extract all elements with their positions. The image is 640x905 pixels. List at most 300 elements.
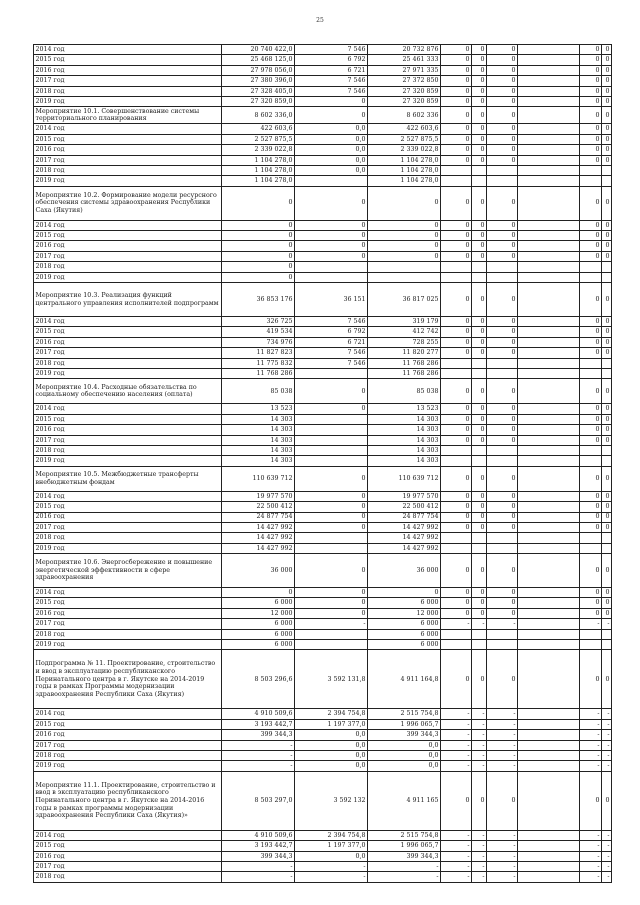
amount-cell xyxy=(518,588,580,598)
amount-cell: 0 xyxy=(487,65,518,75)
amount-cell: 7 546 xyxy=(295,317,368,327)
amount-cell xyxy=(518,327,580,337)
amount-cell xyxy=(295,368,368,378)
amount-cell: 0 xyxy=(441,155,472,165)
year-row xyxy=(34,730,612,740)
year-row xyxy=(34,543,612,553)
amount-cell: - xyxy=(487,851,518,861)
amount-cell: - xyxy=(222,750,295,760)
amount-cell xyxy=(518,730,580,740)
amount-cell: 6 000 xyxy=(222,598,295,608)
amount-cell: 27 320 859 xyxy=(368,96,441,106)
amount-cell: 0 xyxy=(580,55,602,65)
amount-cell xyxy=(518,176,580,186)
year-cell: 2015 год xyxy=(34,502,222,512)
amount-cell: 1 104 278,0 xyxy=(222,155,295,165)
amount-cell xyxy=(472,272,487,282)
year-cell: 2016 год xyxy=(34,851,222,861)
amount-cell: 0 xyxy=(441,337,472,347)
amount-cell xyxy=(441,165,472,175)
amount-cell: 0,0 xyxy=(368,761,441,771)
amount-cell: - xyxy=(487,730,518,740)
amount-cell: 0 xyxy=(602,588,612,598)
amount-cell: 734 976 xyxy=(222,337,295,347)
measure-title-cell: Мероприятие 10.5. Межбюджетные трансферты внебюджетным фондам xyxy=(34,466,222,491)
amount-cell xyxy=(472,368,487,378)
amount-cell: 0 xyxy=(487,231,518,241)
amount-cell: 6 792 xyxy=(295,327,368,337)
amount-cell: 0 xyxy=(487,491,518,501)
amount-cell: 0 xyxy=(487,86,518,96)
amount-cell: 0,0 xyxy=(295,134,368,144)
budget-table-body xyxy=(34,45,612,883)
amount-cell xyxy=(602,272,612,282)
amount-cell: 27 320 859,0 xyxy=(222,96,295,106)
amount-cell: 0 xyxy=(295,588,368,598)
amount-cell: 0 xyxy=(487,425,518,435)
measure-title-cell: Подпрограмма № 11. Проектирование, строительство и ввод в эксплуатацию республиканского Перинатального центра в г. Якутске на 2014-2019 годы в рамках Программы модернизации здравоохранения Республики Саха (Якутия) xyxy=(34,650,222,709)
amount-cell xyxy=(441,272,472,282)
amount-cell: 3 193 442,7 xyxy=(222,841,295,851)
amount-cell: 0 xyxy=(441,379,472,404)
amount-cell: 0 xyxy=(487,107,518,124)
amount-cell: - xyxy=(441,619,472,629)
amount-cell: 399 344,3 xyxy=(222,851,295,861)
amount-cell xyxy=(518,491,580,501)
amount-cell: 0 xyxy=(580,502,602,512)
amount-cell xyxy=(518,262,580,272)
amount-cell: 6 721 xyxy=(295,337,368,347)
amount-cell: - xyxy=(472,761,487,771)
amount-cell: - xyxy=(441,750,472,760)
year-row xyxy=(34,241,612,251)
amount-cell: 11 775 832 xyxy=(222,358,295,368)
amount-cell: 0 xyxy=(368,231,441,241)
amount-cell xyxy=(602,262,612,272)
amount-cell: 0 xyxy=(580,588,602,598)
amount-cell: 0 xyxy=(487,502,518,512)
amount-cell: 0 xyxy=(580,134,602,144)
amount-cell: 0 xyxy=(472,86,487,96)
year-row xyxy=(34,176,612,186)
year-row xyxy=(34,740,612,750)
year-cell: 2016 год xyxy=(34,145,222,155)
amount-cell: 0 xyxy=(580,76,602,86)
amount-cell xyxy=(518,554,580,588)
amount-cell xyxy=(602,358,612,368)
year-row xyxy=(34,262,612,272)
amount-cell xyxy=(472,165,487,175)
amount-cell: 0 xyxy=(580,466,602,491)
amount-cell xyxy=(295,176,368,186)
amount-cell xyxy=(487,272,518,282)
amount-cell: 0 xyxy=(602,598,612,608)
amount-cell xyxy=(441,640,472,650)
amount-cell xyxy=(518,231,580,241)
amount-cell: 0 xyxy=(580,186,602,220)
amount-cell: - xyxy=(222,872,295,882)
amount-cell: 2 394 754,8 xyxy=(295,830,368,840)
amount-cell xyxy=(487,165,518,175)
amount-cell: 8 503 297,0 xyxy=(222,771,295,830)
amount-cell: 0 xyxy=(472,55,487,65)
year-cell: 2018 год xyxy=(34,533,222,543)
amount-cell: 0 xyxy=(368,220,441,230)
amount-cell: 0 xyxy=(602,425,612,435)
amount-cell: - xyxy=(472,851,487,861)
amount-cell: 0 xyxy=(472,404,487,414)
amount-cell: 0 xyxy=(602,554,612,588)
amount-cell: - xyxy=(580,851,602,861)
amount-cell xyxy=(518,65,580,75)
amount-cell: 0 xyxy=(580,327,602,337)
amount-cell: 0 xyxy=(580,650,602,709)
amount-cell: 0 xyxy=(580,317,602,327)
amount-cell xyxy=(487,533,518,543)
amount-cell: 0 xyxy=(602,241,612,251)
amount-cell xyxy=(441,358,472,368)
amount-cell: 0 xyxy=(441,348,472,358)
amount-cell xyxy=(441,543,472,553)
amount-cell: 2 394 754,8 xyxy=(295,709,368,719)
amount-cell: 27 380 396,0 xyxy=(222,76,295,86)
amount-cell: - xyxy=(295,619,368,629)
year-cell: 2017 год xyxy=(34,435,222,445)
amount-cell: 0 xyxy=(295,241,368,251)
amount-cell xyxy=(518,55,580,65)
year-row xyxy=(34,512,612,522)
amount-cell: 0 xyxy=(472,337,487,347)
amount-cell xyxy=(518,76,580,86)
amount-cell: 0 xyxy=(602,337,612,347)
amount-cell xyxy=(518,220,580,230)
year-cell: 2019 год xyxy=(34,640,222,650)
amount-cell: 399 344,3 xyxy=(368,730,441,740)
amount-cell xyxy=(295,533,368,543)
amount-cell xyxy=(295,456,368,466)
amount-cell: 3 592 131,8 xyxy=(295,650,368,709)
amount-cell: 0 xyxy=(580,45,602,55)
amount-cell xyxy=(472,533,487,543)
amount-cell: 6 000 xyxy=(368,640,441,650)
amount-cell: 0 xyxy=(580,414,602,424)
amount-cell: 0 xyxy=(602,650,612,709)
amount-cell xyxy=(518,771,580,830)
amount-cell: 0 xyxy=(602,771,612,830)
amount-cell: 13 523 xyxy=(368,404,441,414)
amount-cell xyxy=(518,629,580,639)
amount-cell: 1 996 065,7 xyxy=(368,719,441,729)
amount-cell: 0,0 xyxy=(295,165,368,175)
amount-cell: - xyxy=(602,830,612,840)
amount-cell: 0 xyxy=(472,414,487,424)
amount-cell: 0 xyxy=(580,65,602,75)
year-cell: 2014 год xyxy=(34,830,222,840)
amount-cell xyxy=(295,262,368,272)
amount-cell: 0 xyxy=(487,512,518,522)
amount-cell: - xyxy=(472,709,487,719)
amount-cell: 0 xyxy=(441,554,472,588)
amount-cell xyxy=(518,317,580,327)
amount-cell: 36 000 xyxy=(368,554,441,588)
amount-cell: 8 602 336,0 xyxy=(222,107,295,124)
amount-cell: - xyxy=(487,872,518,882)
amount-cell: 0 xyxy=(441,220,472,230)
amount-cell xyxy=(441,368,472,378)
amount-cell: 0 xyxy=(580,491,602,501)
amount-cell xyxy=(518,272,580,282)
amount-cell xyxy=(472,640,487,650)
amount-cell xyxy=(518,709,580,719)
amount-cell: 20 732 876 xyxy=(368,45,441,55)
amount-cell: 0 xyxy=(222,220,295,230)
amount-cell xyxy=(602,640,612,650)
amount-cell: 6 792 xyxy=(295,55,368,65)
amount-cell: 2 527 875,5 xyxy=(368,134,441,144)
year-cell: 2019 год xyxy=(34,96,222,106)
amount-cell xyxy=(518,124,580,134)
amount-cell: 0 xyxy=(602,134,612,144)
measure-row xyxy=(34,554,612,588)
amount-cell: - xyxy=(441,730,472,740)
amount-cell: - xyxy=(222,861,295,871)
amount-cell: 0 xyxy=(602,327,612,337)
amount-cell xyxy=(295,435,368,445)
amount-cell: 0 xyxy=(472,491,487,501)
amount-cell: 0 xyxy=(487,283,518,317)
amount-cell: 0 xyxy=(472,76,487,86)
amount-cell: 0 xyxy=(487,414,518,424)
amount-cell: 22 500 412 xyxy=(222,502,295,512)
amount-cell: 0 xyxy=(441,86,472,96)
year-row xyxy=(34,456,612,466)
amount-cell: - xyxy=(441,719,472,729)
amount-cell: 36 151 xyxy=(295,283,368,317)
amount-cell: 0 xyxy=(487,76,518,86)
year-cell: 2018 год xyxy=(34,86,222,96)
amount-cell: 0 xyxy=(602,65,612,75)
amount-cell: 728 255 xyxy=(368,337,441,347)
year-row xyxy=(34,761,612,771)
amount-cell: 0,0 xyxy=(295,155,368,165)
amount-cell: - xyxy=(580,861,602,871)
amount-cell: 0 xyxy=(487,145,518,155)
amount-cell: 2 527 875,5 xyxy=(222,134,295,144)
amount-cell: 0 xyxy=(602,55,612,65)
amount-cell: 0 xyxy=(472,588,487,598)
amount-cell: 110 639 712 xyxy=(222,466,295,491)
amount-cell: 0 xyxy=(602,608,612,618)
amount-cell: 0 xyxy=(472,466,487,491)
amount-cell: - xyxy=(487,619,518,629)
year-cell: 2017 год xyxy=(34,740,222,750)
amount-cell: 0 xyxy=(487,134,518,144)
amount-cell: 0,0 xyxy=(368,740,441,750)
year-row xyxy=(34,220,612,230)
amount-cell: 1 104 278,0 xyxy=(222,165,295,175)
amount-cell: 0 xyxy=(441,145,472,155)
amount-cell: - xyxy=(580,730,602,740)
amount-cell: - xyxy=(487,861,518,871)
amount-cell: 1 197 377,0 xyxy=(295,719,368,729)
year-row xyxy=(34,598,612,608)
amount-cell: 0 xyxy=(441,414,472,424)
amount-cell: 0 xyxy=(487,155,518,165)
amount-cell: 7 546 xyxy=(295,348,368,358)
year-row xyxy=(34,491,612,501)
amount-cell: 0 xyxy=(295,608,368,618)
year-row xyxy=(34,830,612,840)
amount-cell: 4 911 164,8 xyxy=(368,650,441,709)
year-row xyxy=(34,337,612,347)
amount-cell: - xyxy=(472,730,487,740)
amount-cell: 0 xyxy=(580,124,602,134)
year-row xyxy=(34,861,612,871)
amount-cell: 0 xyxy=(472,45,487,55)
measure-title-cell: Мероприятие 10.1. Совершенствование системы территориального планирования xyxy=(34,107,222,124)
amount-cell: 0 xyxy=(602,124,612,134)
amount-cell xyxy=(518,186,580,220)
amount-cell xyxy=(602,543,612,553)
amount-cell: 0 xyxy=(295,554,368,588)
amount-cell: 0 xyxy=(472,107,487,124)
amount-cell xyxy=(472,262,487,272)
amount-cell: 4 911 165 xyxy=(368,771,441,830)
amount-cell: - xyxy=(295,872,368,882)
year-row xyxy=(34,358,612,368)
year-cell: 2015 год xyxy=(34,598,222,608)
amount-cell xyxy=(580,445,602,455)
amount-cell: 0 xyxy=(295,379,368,404)
amount-cell: - xyxy=(368,861,441,871)
amount-cell: 326 725 xyxy=(222,317,295,327)
amount-cell: 6 000 xyxy=(368,598,441,608)
amount-cell xyxy=(518,283,580,317)
amount-cell: 27 978 056,0 xyxy=(222,65,295,75)
amount-cell: - xyxy=(487,719,518,729)
amount-cell: 0 xyxy=(580,107,602,124)
year-row xyxy=(34,272,612,282)
amount-cell xyxy=(518,872,580,882)
amount-cell xyxy=(518,456,580,466)
amount-cell: 0 xyxy=(222,251,295,261)
year-cell: 2014 год xyxy=(34,491,222,501)
amount-cell: 14 427 992 xyxy=(368,522,441,532)
amount-cell: - xyxy=(472,740,487,750)
amount-cell: 0 xyxy=(472,425,487,435)
measure-title-cell: Мероприятие 10.3. Реализация функций центрального управления исполнителей подпрограмм xyxy=(34,283,222,317)
amount-cell: 14 427 992 xyxy=(222,543,295,553)
amount-cell: 0 xyxy=(487,650,518,709)
amount-cell xyxy=(602,445,612,455)
year-row xyxy=(34,45,612,55)
amount-cell: 0 xyxy=(441,186,472,220)
amount-cell xyxy=(580,272,602,282)
amount-cell: 319 179 xyxy=(368,317,441,327)
amount-cell: 0 xyxy=(295,96,368,106)
amount-cell xyxy=(295,629,368,639)
amount-cell: 0 xyxy=(487,588,518,598)
year-row xyxy=(34,445,612,455)
amount-cell: 399 344,3 xyxy=(222,730,295,740)
amount-cell xyxy=(518,543,580,553)
amount-cell: - xyxy=(472,872,487,882)
year-row xyxy=(34,750,612,760)
year-cell: 2015 год xyxy=(34,414,222,424)
amount-cell xyxy=(518,251,580,261)
amount-cell: 0 xyxy=(441,435,472,445)
year-cell: 2019 год xyxy=(34,543,222,553)
amount-cell xyxy=(602,368,612,378)
amount-cell: 14 303 xyxy=(222,414,295,424)
year-row xyxy=(34,640,612,650)
amount-cell: 0 xyxy=(441,134,472,144)
amount-cell: 0 xyxy=(295,502,368,512)
amount-cell: 0 xyxy=(602,512,612,522)
amount-cell: 0 xyxy=(580,251,602,261)
amount-cell: 0 xyxy=(487,327,518,337)
amount-cell: 422 603,6 xyxy=(222,124,295,134)
amount-cell: 0 xyxy=(441,522,472,532)
amount-cell: 0 xyxy=(295,598,368,608)
amount-cell: - xyxy=(602,709,612,719)
amount-cell: 14 303 xyxy=(222,445,295,455)
amount-cell xyxy=(518,337,580,347)
amount-cell: 85 038 xyxy=(222,379,295,404)
amount-cell xyxy=(580,368,602,378)
amount-cell: 0 xyxy=(441,588,472,598)
amount-cell xyxy=(441,533,472,543)
amount-cell: 0 xyxy=(487,522,518,532)
year-row xyxy=(34,619,612,629)
measure-title-cell: Мероприятие 10.2. Формирование модели ресурсного обеспечения системы здравоохранения Республики Саха (Якутия) xyxy=(34,186,222,220)
year-cell: 2015 год xyxy=(34,231,222,241)
amount-cell: 0 xyxy=(441,241,472,251)
amount-cell: 0 xyxy=(602,317,612,327)
amount-cell: - xyxy=(441,861,472,871)
amount-cell: - xyxy=(602,619,612,629)
amount-cell: 3 592 132 xyxy=(295,771,368,830)
amount-cell: 0 xyxy=(472,231,487,241)
amount-cell xyxy=(518,86,580,96)
amount-cell xyxy=(518,445,580,455)
amount-cell: - xyxy=(295,861,368,871)
amount-cell xyxy=(472,358,487,368)
amount-cell: 0 xyxy=(580,522,602,532)
year-cell: 2017 год xyxy=(34,619,222,629)
amount-cell: 2 515 754,8 xyxy=(368,709,441,719)
amount-cell: 0 xyxy=(602,404,612,414)
year-row xyxy=(34,629,612,639)
amount-cell: 25 468 125,0 xyxy=(222,55,295,65)
amount-cell: 0 xyxy=(602,283,612,317)
amount-cell: - xyxy=(222,740,295,750)
amount-cell: 0 xyxy=(295,107,368,124)
amount-cell xyxy=(518,404,580,414)
amount-cell: 0 xyxy=(441,466,472,491)
amount-cell xyxy=(518,466,580,491)
amount-cell: 0 xyxy=(472,283,487,317)
amount-cell: - xyxy=(580,872,602,882)
page-number: 25 xyxy=(316,17,324,24)
amount-cell: 0 xyxy=(487,317,518,327)
amount-cell xyxy=(295,543,368,553)
amount-cell xyxy=(518,155,580,165)
amount-cell: - xyxy=(472,841,487,851)
amount-cell: 27 372 850 xyxy=(368,76,441,86)
amount-cell: 0 xyxy=(580,598,602,608)
amount-cell: 0 xyxy=(580,283,602,317)
